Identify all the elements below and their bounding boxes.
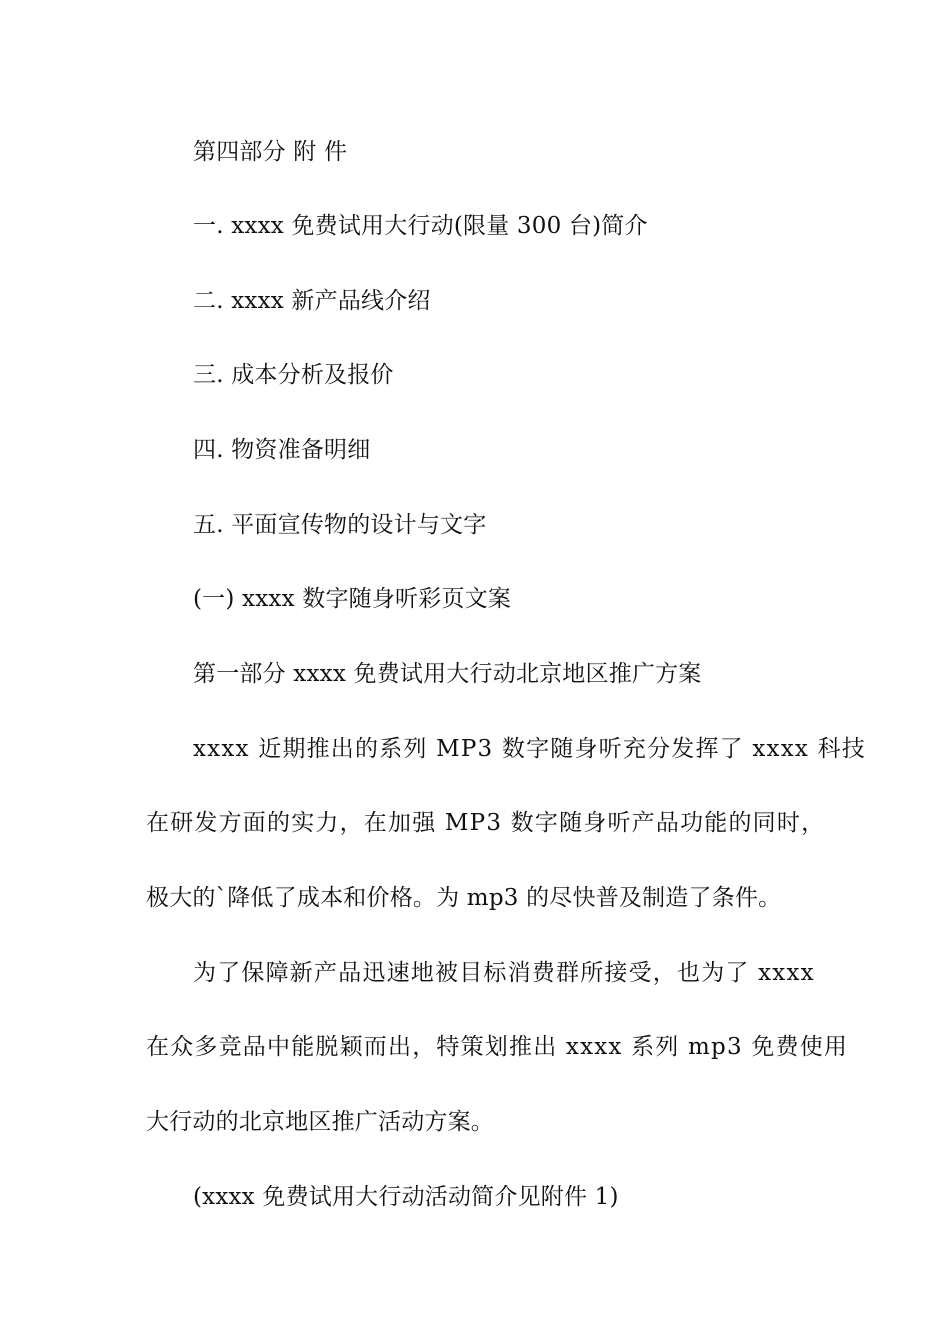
part4-heading: 第四部分 附 件 <box>193 139 348 165</box>
paragraph-1-line-2: 在研发方面的实力，在加强 MP3 数字随身听产品功能的同时， <box>146 810 826 836</box>
paragraph-2-line-2: 在众多竞品中能脱颖而出，特策划推出 xxxx 系列 mp3 免费使用 <box>146 1034 849 1060</box>
toc-item-2: 二. xxxx 新产品线介绍 <box>193 288 431 314</box>
paragraph-1-line-3: 极大的`降低了成本和价格。为 mp3 的尽快普及制造了条件。 <box>146 885 782 911</box>
toc-item-3: 三. 成本分析及报价 <box>193 362 394 388</box>
paragraph-2-line-3: 大行动的北京地区推广活动方案。 <box>146 1109 494 1135</box>
paragraph-2-line-1: 为了保障新产品迅速地被目标消费群所接受，也为了 xxxx <box>193 960 815 986</box>
toc-subitem-1: (一) xxxx 数字随身听彩页文案 <box>193 586 512 612</box>
paragraph-1-line-1: xxxx 近期推出的系列 MP3 数字随身听充分发挥了 xxxx 科技 <box>193 736 866 762</box>
toc-item-1: 一. xxxx 免费试用大行动(限量 300 台)简介 <box>193 213 648 239</box>
annex-note: (xxxx 免费试用大行动活动简介见附件 1) <box>193 1184 619 1210</box>
part1-heading: 第一部分 xxxx 免费试用大行动北京地区推广方案 <box>193 661 702 687</box>
toc-item-5: 五. 平面宣传物的设计与文字 <box>193 512 487 538</box>
toc-item-4: 四. 物资准备明细 <box>193 437 371 463</box>
